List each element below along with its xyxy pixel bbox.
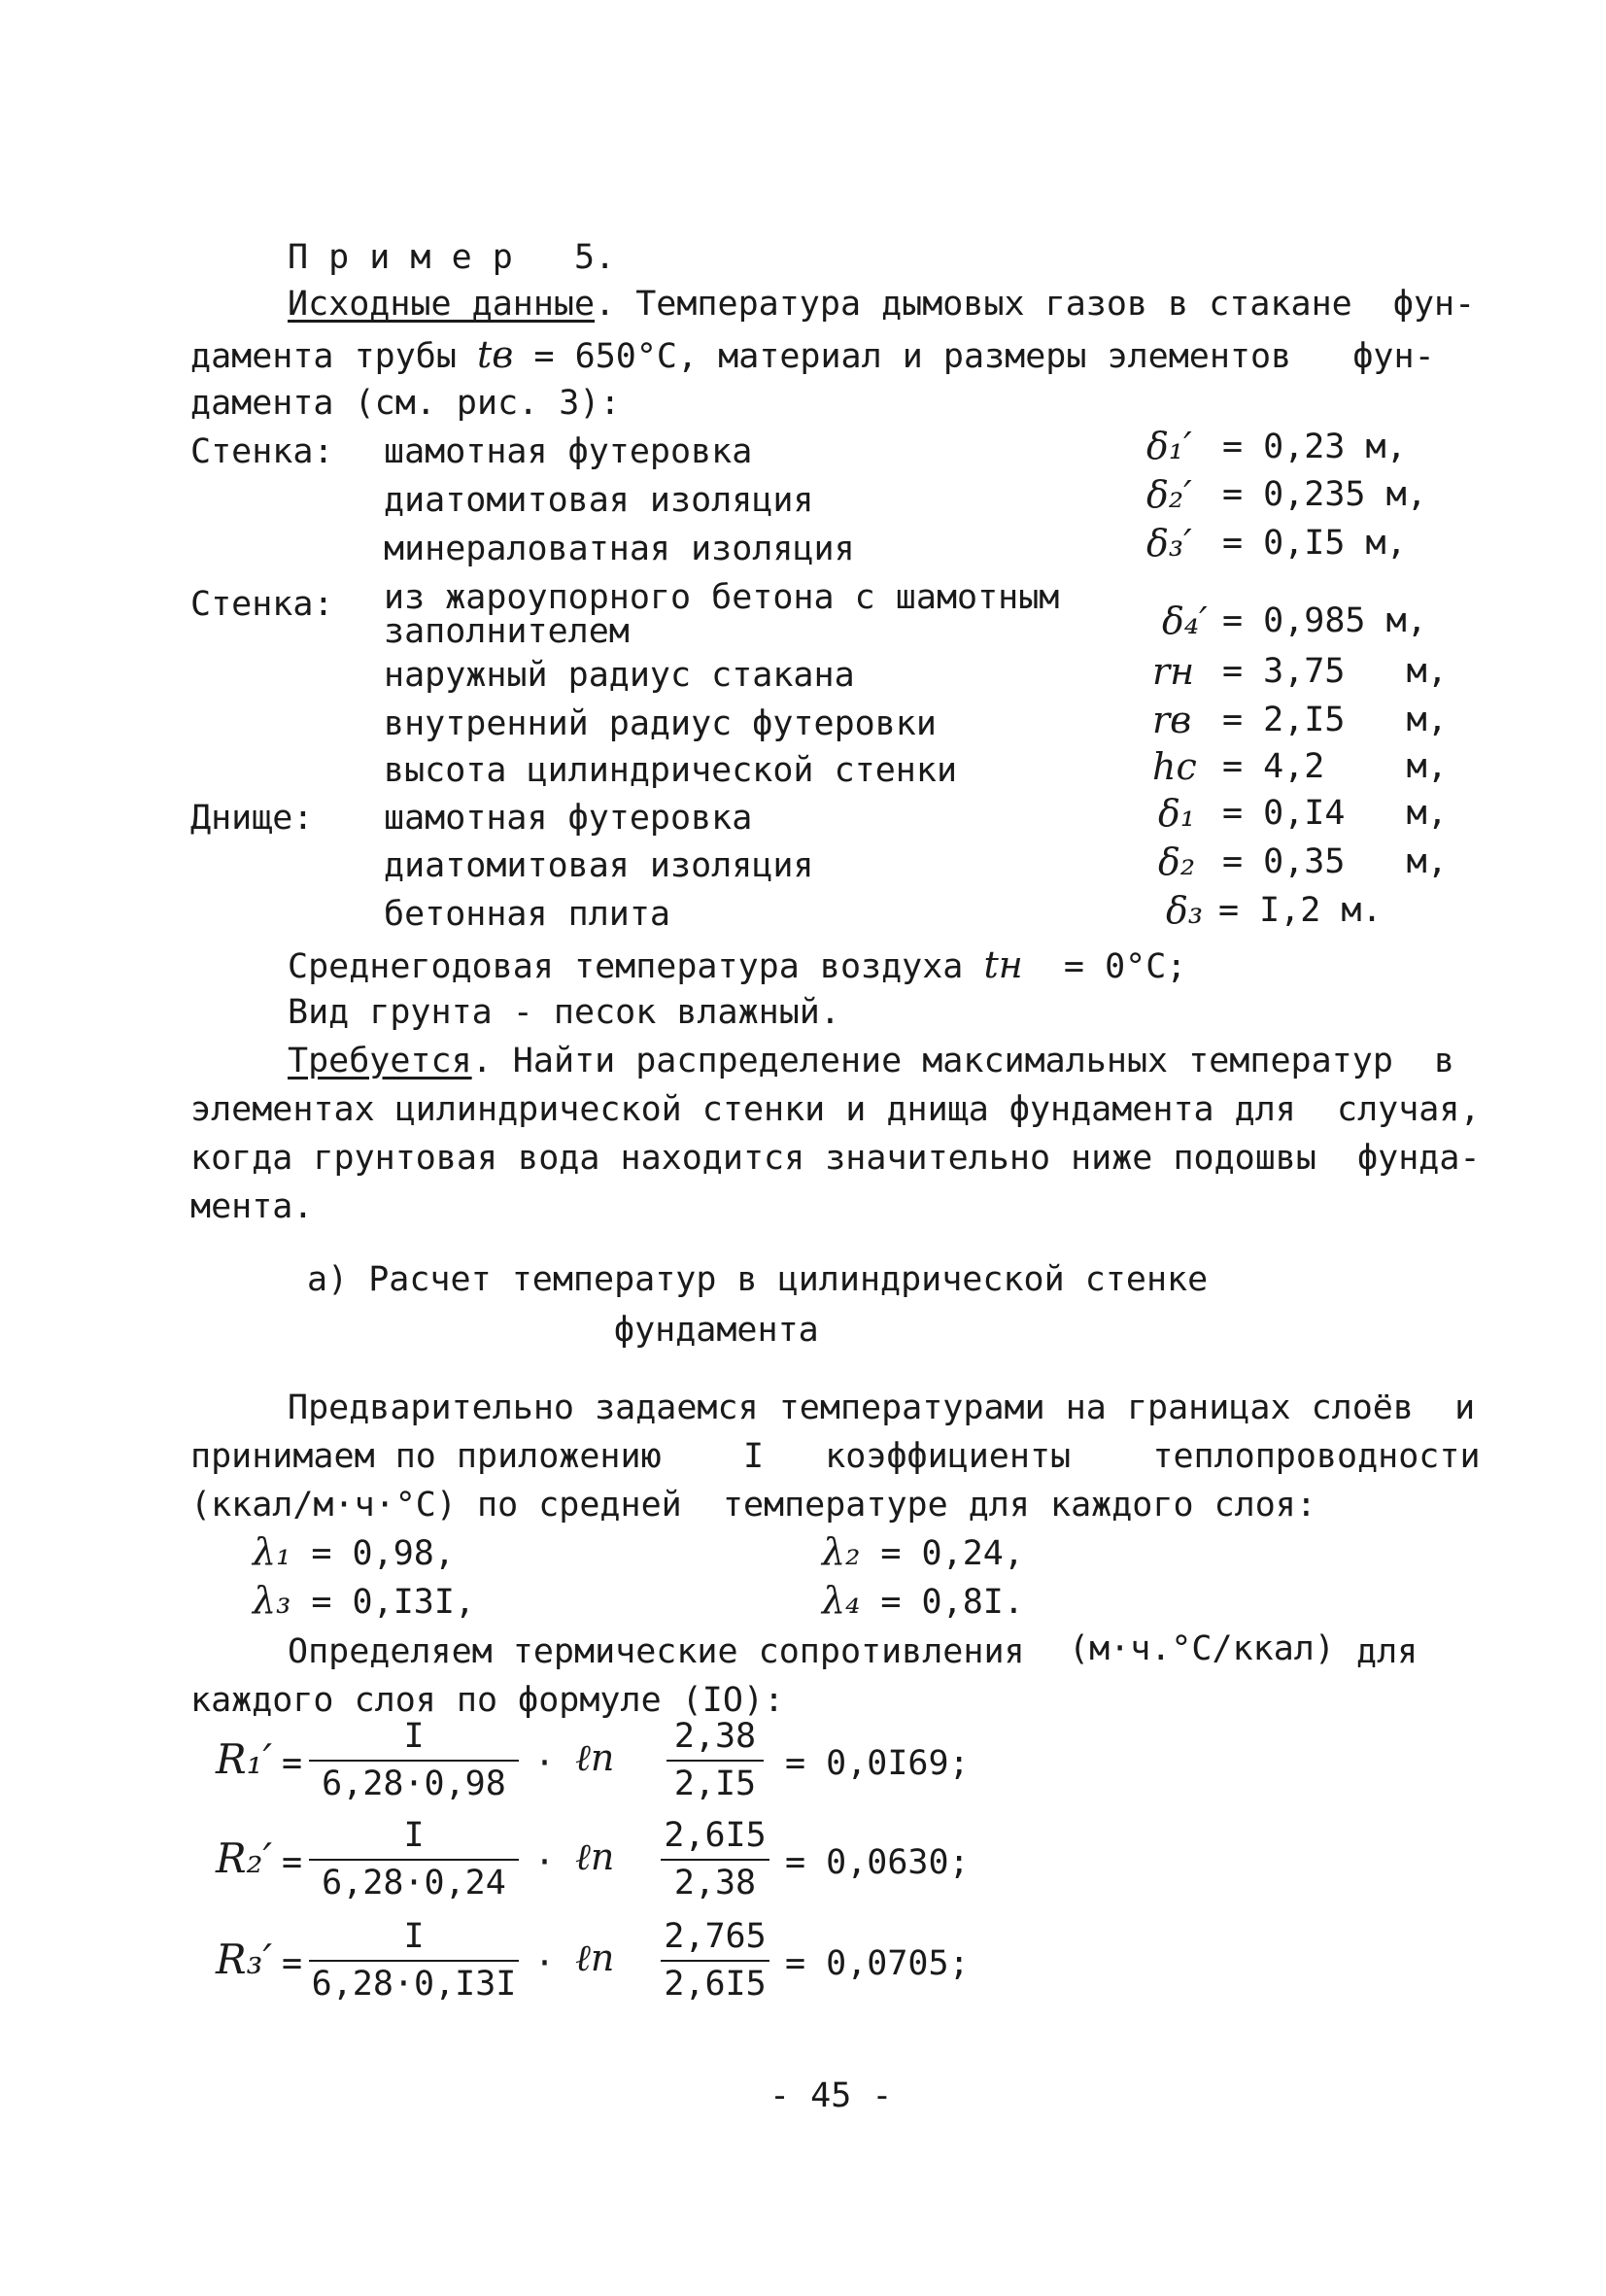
equals-sign: = — [282, 1944, 303, 1983]
item-name: диатомитовая изоляция — [384, 846, 814, 885]
lambda-3 — [253, 1579, 475, 1622]
section-label-wall-1: Стенка: — [190, 432, 334, 471]
fraction-denominator: 2,38 — [673, 1864, 757, 1902]
page-number: - 45 - — [769, 2076, 893, 2115]
tn-symbol: tн — [983, 943, 1023, 986]
item-value: = 4,2 м, — [1222, 747, 1448, 786]
fraction-bar — [666, 1760, 764, 1762]
source-line-2 — [190, 333, 1435, 376]
item-value: = I,2 м. — [1218, 891, 1383, 930]
lambda-2 — [822, 1530, 1024, 1573]
air-temp-text: Среднегодовая температура воздуха — [288, 947, 964, 986]
lambda-symbol: λ₄ — [822, 1579, 861, 1622]
item-symbol: δ₃′ — [1146, 522, 1192, 565]
item-symbol: δ₂ — [1158, 840, 1196, 883]
source-line-2a: дамента трубы — [190, 337, 457, 376]
fraction-bar — [309, 1960, 519, 1962]
coefficient-fraction — [309, 1816, 519, 1902]
fraction-numerator: 2,765 — [664, 1917, 767, 1956]
dot: · — [534, 1944, 556, 1983]
fraction-bar — [309, 1859, 519, 1861]
fraction-bar — [661, 1859, 769, 1861]
ln-symbol: ℓn — [575, 1835, 615, 1878]
para1-line-1: Предварительно задаемся температурами на границах слоёв и — [288, 1388, 1476, 1427]
subheading-line-1: а) Расчет температур в цилиндрической стенке — [307, 1260, 1209, 1299]
item-value: = 0,I4 м, — [1222, 794, 1448, 833]
required-line-2: элементах цилиндрической стенки и днища фундамента для случая, — [190, 1090, 1481, 1129]
source-data-label: Исходные данные — [288, 285, 596, 324]
fraction-numerator: I — [403, 1717, 425, 1756]
air-temp-line — [288, 943, 1187, 986]
fraction-denominator: 6,28·0,24 — [322, 1864, 506, 1902]
required-text: . Найти распределение максимальных температур в — [471, 1042, 1455, 1080]
ln-fraction — [661, 1816, 769, 1902]
item-symbol: δ₄′ — [1162, 600, 1208, 642]
item-name: шамотная футеровка — [384, 432, 753, 471]
item-name: из жароупорного бетона с шамотным заполнителем — [384, 578, 1060, 651]
air-temp-value: = 0°С; — [1063, 947, 1187, 986]
item-name: диатомитовая изоляция — [384, 481, 814, 520]
fraction-denominator: 2,I5 — [673, 1765, 757, 1803]
item-value: = 0,985 м, — [1222, 601, 1427, 640]
item-value: = 3,75 м, — [1222, 652, 1448, 691]
subheading-line-2: фундамента — [614, 1311, 819, 1350]
fraction-denominator: 6,28·0,I3I — [311, 1965, 517, 2004]
lambda-symbol: λ₁ — [253, 1530, 291, 1573]
fraction-numerator: 2,6I5 — [664, 1816, 767, 1855]
item-name: наружный радиус стакана — [384, 656, 855, 695]
formula-result: = 0,0705; — [785, 1944, 970, 1983]
item-name: минераловатная изоляция — [384, 530, 855, 568]
fraction-denominator: 2,6I5 — [664, 1965, 767, 2004]
item-symbol: rв — [1152, 699, 1192, 741]
dot: · — [534, 1843, 556, 1882]
equals-sign: = — [282, 1744, 303, 1783]
item-value: = 2,I5 м, — [1222, 701, 1448, 739]
fraction-denominator: 6,28·0,98 — [322, 1765, 506, 1803]
required-line-4: мента. — [190, 1187, 314, 1226]
lambda-value: = 0,24, — [880, 1534, 1024, 1573]
ln-symbol: ℓn — [575, 1936, 615, 1979]
item-name: высота цилиндрической стенки — [384, 751, 958, 790]
item-value: = 0,35 м, — [1222, 842, 1448, 881]
coefficient-fraction — [309, 1717, 519, 1803]
equals-sign: = — [282, 1843, 303, 1882]
ln-fraction — [661, 1917, 769, 2004]
source-data-line — [288, 285, 1476, 324]
dot: · — [534, 1744, 556, 1783]
lambda-1 — [253, 1530, 455, 1573]
source-data-text: . Температура дымовых газов в стакане фун- — [595, 285, 1476, 324]
fraction-bar — [661, 1960, 769, 1962]
item-name: шамотная футеровка — [384, 799, 753, 838]
formula-lhs: R₁′ — [216, 1735, 272, 1783]
formula-lhs: R₃′ — [216, 1936, 272, 1983]
para2-line-1b: (м·ч.°С/ккал) — [1069, 1629, 1335, 1668]
item-symbol: δ₂′ — [1146, 473, 1192, 516]
lambda-value: = 0,98, — [311, 1534, 455, 1573]
source-line-2b: = 650°С, материал и размеры элементов фун- — [533, 337, 1435, 376]
item-value: = 0,235 м, — [1222, 475, 1427, 514]
formula-result: = 0,0I69; — [785, 1744, 970, 1783]
fraction-numerator: I — [403, 1816, 425, 1855]
para1-line-3: (ккал/м·ч·°С) по средней температуре для каждого слоя: — [190, 1486, 1316, 1525]
example-title: П р и м е р 5. — [288, 238, 616, 277]
tb-symbol: tв — [477, 333, 514, 376]
lambda-value: = 0,I3I, — [311, 1583, 475, 1622]
required-label: Требуется — [288, 1042, 472, 1080]
coefficient-fraction — [309, 1917, 519, 2004]
item-symbol: δ₃ — [1166, 889, 1204, 932]
item-symbol: hс — [1152, 745, 1197, 788]
item-value: = 0,I5 м, — [1222, 524, 1407, 563]
fraction-numerator: I — [403, 1917, 425, 1956]
item-symbol: δ₁ — [1158, 792, 1196, 835]
item-symbol: rн — [1152, 650, 1195, 693]
section-label-wall-2: Стенка: — [190, 585, 334, 624]
source-line-3: дамента (см. рис. 3): — [190, 384, 621, 423]
lambda-symbol: λ₂ — [822, 1530, 861, 1573]
para2-line-2: каждого слоя по формуле (IO): — [190, 1681, 785, 1720]
formula-lhs: R₂′ — [216, 1834, 272, 1882]
lambda-value: = 0,8I. — [880, 1583, 1024, 1622]
fraction-numerator: 2,38 — [673, 1717, 757, 1756]
lambda-symbol: λ₃ — [253, 1579, 291, 1622]
item-name: внутренний радиус футеровки — [384, 704, 937, 743]
item-symbol: δ₁′ — [1146, 425, 1192, 467]
ln-fraction — [666, 1717, 764, 1803]
item-name: бетонная плита — [384, 895, 671, 934]
para2-line-1a: Определяем термические сопротивления — [288, 1632, 1025, 1671]
required-line-1 — [288, 1042, 1455, 1080]
section-label-bottom: Днище: — [190, 799, 314, 838]
para2-line-1c: для — [1356, 1632, 1418, 1671]
required-line-3: когда грунтовая вода находится значительно ниже подошвы фунда- — [190, 1139, 1481, 1178]
item-value: = 0,23 м, — [1222, 428, 1407, 466]
lambda-4 — [822, 1579, 1024, 1622]
soil-line: Вид грунта - песок влажный. — [288, 993, 840, 1032]
formula-result: = 0,0630; — [785, 1843, 970, 1882]
fraction-bar — [309, 1760, 519, 1762]
para1-line-2: принимаем по приложению I коэффициенты теплопроводности — [190, 1437, 1481, 1476]
ln-symbol: ℓn — [575, 1736, 615, 1779]
